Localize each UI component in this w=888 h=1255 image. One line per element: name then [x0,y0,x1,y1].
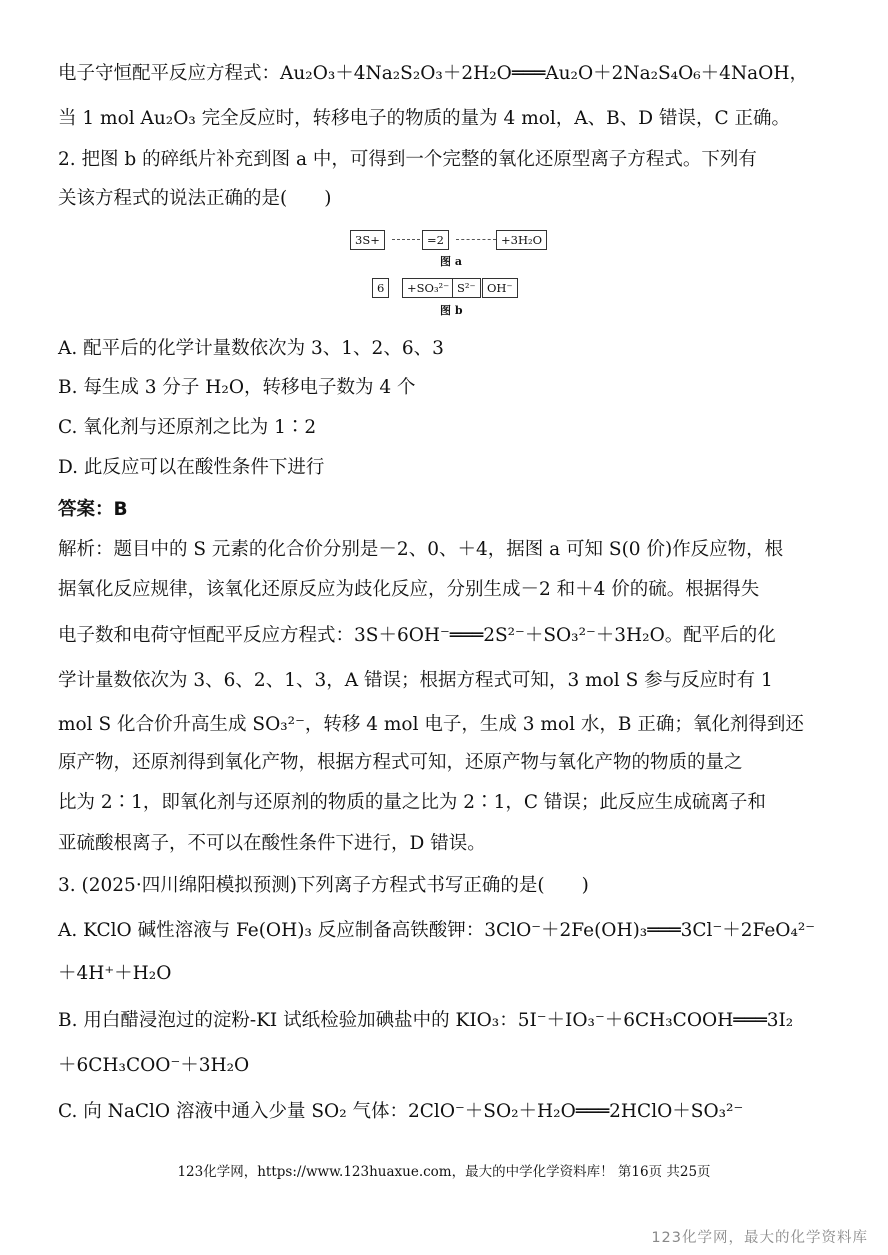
analysis-line-5: mol S 化合价升高生成 SO₃²⁻，转移 4 mol 电子，生成 3 mol 水，B 正确；氧化剂得到还 [58,714,804,735]
q3-option-b-line-1: B. 用白醋浸泡过的淀粉-KI 试纸检验加碘盐中的 KIO₃：5I⁻＋IO₃⁻＋6CH₃COOH═══3I₂ [58,1010,794,1031]
answer-line: 答案：B [58,499,128,520]
question-2-stem-line-1: 2. 把图 b 的碎纸片补充到图 a 中，可得到一个完整的氧化还原型离子方程式。下列有 [58,149,757,170]
figure-a-dash-2 [456,239,496,240]
figure-a-piece-3: +3H₂O [496,230,547,250]
question-3-stem: 3. (2025·四川绵阳模拟预测)下列离子方程式书写正确的是( ) [58,875,589,896]
q3-option-c: C. 向 NaClO 溶液中通入少量 SO₂ 气体：2ClO⁻＋SO₂＋H₂O═══2HClO＋SO₃²⁻ [58,1101,744,1122]
option-b: B. 每生成 3 分子 H₂O，转移电子数为 4 个 [58,377,416,398]
figure-b-piece-3: S²⁻ [452,278,481,298]
paper-pieces-figure [340,226,560,326]
analysis-line-8: 亚硫酸根离子，不可以在酸性条件下进行，D 错误。 [58,833,486,854]
q3-option-a-line-1: A. KClO 碱性溶液与 Fe(OH)₃ 反应制备高铁酸钾：3ClO⁻＋2Fe(OH)₃═══3Cl⁻＋2FeO₄²⁻ [58,920,816,941]
figure-b-piece-1: 6 [372,278,389,298]
figure-b-piece-2: +SO₃²⁻ [402,278,454,298]
page-footer: 123化学网，https://www.123huaxue.com，最大的中学化学资料库！ 第16页 共25页 [177,1164,711,1180]
analysis-line-1: 解析：题目中的 S 元素的化合价分别是－2、0、＋4，据图 a 可知 S(0 价)作反应物，根 [58,539,784,560]
analysis-line-7: 比为 2∶1，即氧化剂与还原剂的物质的量之比为 2∶1，C 错误；此反应生成硫离子和 [58,792,766,813]
option-a: A. 配平后的化学计量数依次为 3、1、2、6、3 [58,338,444,359]
analysis-line-4: 学计量数依次为 3、6、2、1、3，A 错误；根据方程式可知，3 mol S 参与反应时有 1 [58,670,773,691]
figure-a-dash-1 [392,239,420,240]
figure-a-piece-2: =2 [422,230,449,250]
watermark: 123化学网，最大的化学资料库 [651,1230,868,1246]
q3-option-a-line-2: ＋4H⁺＋H₂O [58,963,172,984]
text-line-2: 当 1 mol Au₂O₃ 完全反应时，转移电子的物质的量为 4 mol，A、B、D 错误，C 正确。 [58,108,790,129]
text-line-1: 电子守恒配平反应方程式：Au₂O₃＋4Na₂S₂O₃＋2H₂O═══Au₂O＋2Na₂S₄O₆＋4NaOH， [58,63,808,84]
figure-b-piece-4: OH⁻ [482,278,518,298]
analysis-line-3: 电子数和电荷守恒配平反应方程式：3S＋6OH⁻═══2S²⁻＋SO₃²⁻＋3H₂O。配平后的化 [58,625,776,646]
figure-a-piece-1: 3S+ [350,230,385,250]
q3-option-b-line-2: ＋6CH₃COO⁻＋3H₂O [58,1055,250,1076]
option-d: D. 此反应可以在酸性条件下进行 [58,457,325,478]
question-2-stem-line-2: 关该方程式的说法正确的是( ) [58,188,332,209]
figure-a-caption: 图 a [440,255,462,268]
option-c: C. 氧化剂与还原剂之比为 1∶2 [58,417,317,438]
figure-b-caption: 图 b [440,304,463,317]
analysis-line-2: 据氧化反应规律，该氧化还原反应为歧化反应，分别生成－2 和＋4 价的硫。根据得失 [58,579,760,600]
analysis-line-6: 原产物，还原剂得到氧化产物，根据方程式可知，还原产物与氧化产物的物质的量之 [58,752,743,773]
